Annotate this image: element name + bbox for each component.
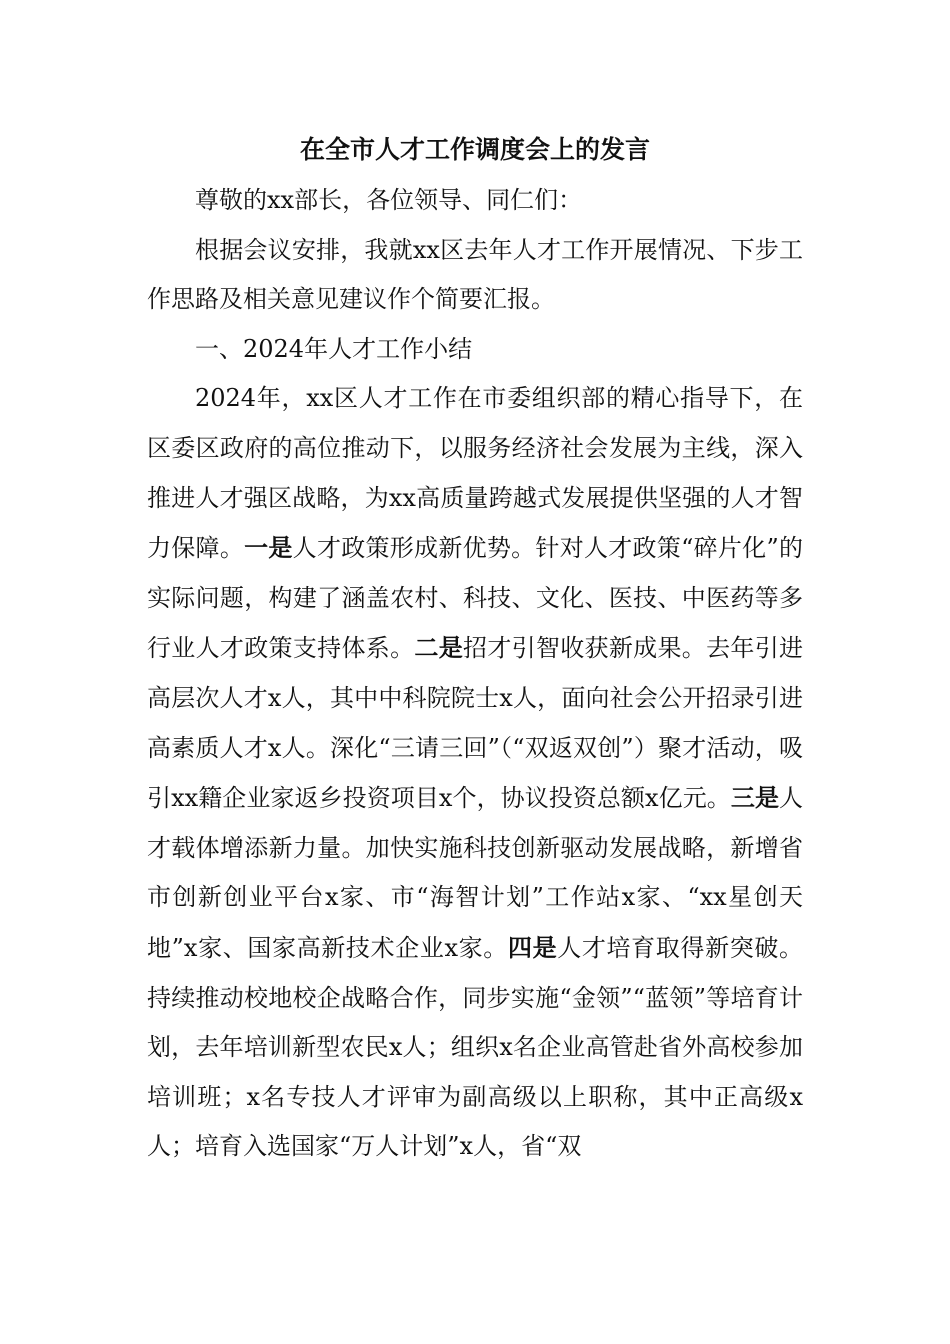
section-heading-1: 一、2024年人才工作小结 bbox=[195, 334, 473, 363]
keyword-first: 一是 bbox=[244, 533, 293, 563]
summary-lead: 2024年，xx区人才工作在市委组织部的精心指导下，在区委区政府的高位推动下，以服务经济社会发展为主线，深入推进人才强区战略，为xx高质量跨越式发展提供坚强的人才智力保障。 bbox=[147, 384, 803, 563]
summary-paragraph bbox=[147, 374, 803, 1172]
keyword-second: 二是 bbox=[414, 633, 464, 663]
document-title: 在全市人才工作调度会上的发言 bbox=[299, 135, 650, 164]
point-third: 人才载体增添新力量。加快实施科技创新驱动发展战略，新增省市创新创业平台x家、市“海智计划”工作站x家、“xx星创天地”x家、国家高新技术企业x家。 bbox=[147, 784, 804, 962]
document-body bbox=[147, 176, 803, 1172]
point-first: 人才政策形成新优势。针对人才政策“碎片化”的实际问题，构建了涵盖农村、科技、文化、医技、中医药等多行业人才政策支持体系。 bbox=[147, 534, 804, 663]
keyword-third: 三是 bbox=[730, 783, 780, 813]
point-second: 招才引智收获新成果。去年引进高层次人才x人，其中中科院院士x人，面向社会公开招录引进高素质人才x人。深化“三请三回”（“双返双创”）聚才活动，吸引xx籍企业家返乡投资项目x个，协议投资总额x亿元。 bbox=[147, 634, 804, 813]
point-fourth: 人才培育取得新突破。持续推动校地校企战略合作，同步实施“金领”“蓝领”等培育计划，去年培训新型农民x人；组织x名企业高管赴省外高校参加培训班；x名专技人才评审为副高级以上职称，其中正高级x人；培育入选国家“万人计划”x人，省“双 bbox=[147, 933, 803, 1161]
intro-paragraph: 根据会议安排，我就xx区去年人才工作开展情况、下步工作思路及相关意见建议作个简要汇报。 bbox=[147, 235, 803, 314]
keyword-fourth: 四是 bbox=[507, 932, 558, 962]
salutation: 尊敬的xx部长，各位领导、同仁们： bbox=[195, 186, 583, 214]
